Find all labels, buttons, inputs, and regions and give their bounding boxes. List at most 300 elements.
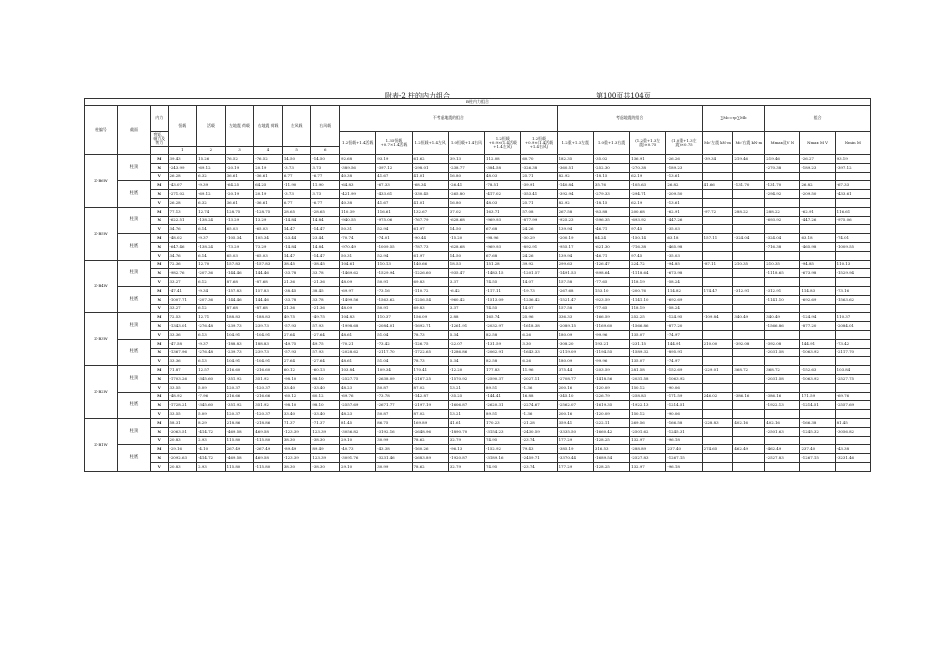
value-cell: -1009.55 (835, 242, 870, 251)
value-cell: 118.19 (630, 278, 666, 287)
section-label: 柱底 (117, 234, 150, 260)
value-cell: -276.48 (197, 348, 226, 357)
value-cell: 74.95 (485, 436, 521, 445)
value-cell: 139.94 (557, 225, 593, 234)
force-type: M (150, 155, 168, 164)
force-type: N (150, 401, 168, 410)
value-cell: -226.79 (593, 392, 629, 401)
value-cell: -238.77 (448, 163, 484, 172)
value-cell (702, 278, 733, 287)
value-cell (765, 383, 800, 392)
value-cell: -294.92 (765, 190, 800, 199)
value-cell: 237.40 (666, 445, 702, 454)
value-cell: 103.84 (835, 366, 870, 375)
force-type: N (150, 454, 168, 463)
value-cell: -386.16 (765, 392, 800, 401)
value-cell: -9.34 (197, 286, 226, 295)
value-cell: 128.75 (225, 207, 254, 216)
value-cell: -447.26 (800, 216, 835, 225)
table-row (85, 163, 871, 172)
value-cell (765, 436, 800, 445)
value-cell: -110.72 (412, 286, 448, 295)
value-cell: -19.73 (521, 286, 557, 295)
value-cell: -1563.62 (835, 295, 870, 304)
value-cell: -189.23 (800, 163, 835, 172)
value-cell: 16.80 (448, 172, 484, 181)
value-cell: 48.23 (339, 383, 375, 392)
table-row (85, 295, 871, 304)
value-cell: -692.69 (666, 295, 702, 304)
value-cell: -433.61 (835, 190, 870, 199)
value-cell: -48.02 (168, 234, 197, 243)
value-cell: 61.97 (412, 251, 448, 260)
value-cell: 48.61 (339, 357, 375, 366)
value-cell: -2032.97 (485, 322, 521, 331)
table-row (85, 260, 871, 269)
value-cell: 28.65 (282, 207, 311, 216)
value-cell: -2620.31 (485, 401, 521, 410)
value-cell: 153.10 (593, 286, 629, 295)
seismic-group-header: 考虑地震的组合 (557, 106, 702, 132)
value-cell: -87.11 (702, 260, 733, 269)
value-cell: -647.46 (168, 242, 197, 251)
value-cell (733, 462, 765, 471)
combo-result-header: Mmax及V N (765, 132, 800, 155)
value-cell: -39.34 (702, 155, 733, 164)
sum-group-header: ∑Mc=ηc∑Mb (702, 106, 765, 132)
value-cell: 35.76 (593, 181, 629, 190)
value-cell: -1566.86 (765, 322, 800, 331)
force-type: N (150, 190, 168, 199)
value-cell (733, 251, 765, 260)
value-cell: 252.25 (630, 313, 666, 322)
value-cell: 24.26 (521, 225, 557, 234)
value-cell: 316.53 (593, 445, 629, 454)
combo-col-header: 1.2恒载+0.9×(1.4活载+1.4右风) (521, 132, 557, 155)
value-cell: 6.32 (197, 172, 226, 181)
value-cell: -312.91 (765, 286, 800, 295)
value-cell (702, 427, 733, 436)
value-cell: 39.13 (448, 155, 484, 164)
table-title: B柱内力组合 (85, 99, 871, 106)
value-cell: -18.15 (593, 198, 629, 207)
table-row (85, 445, 871, 454)
value-cell: 132.97 (630, 436, 666, 445)
value-cell: 34.76 (168, 225, 197, 234)
value-cell: 110.13 (376, 260, 412, 269)
value-cell: 14.07 (521, 304, 557, 313)
value-cell (702, 357, 733, 366)
value-cell: -243.99 (168, 163, 197, 172)
value-cell: -30.29 (521, 234, 557, 243)
value-cell (765, 225, 800, 234)
value-cell: -69.12 (197, 163, 226, 172)
value-cell (765, 304, 800, 313)
value-cell: -65.03 (254, 225, 283, 234)
value-cell: 51.04 (376, 330, 412, 339)
value-cell: 50.91 (376, 304, 412, 313)
value-cell (733, 172, 765, 181)
table-row (85, 383, 871, 392)
value-cell: 61.62 (412, 155, 448, 164)
value-cell: -26.41 (448, 181, 484, 190)
value-cell: 48.09 (339, 278, 375, 287)
value-cell: 32.79 (448, 436, 484, 445)
value-cell: 81.45 (835, 418, 870, 427)
value-cell: 33.27 (168, 304, 197, 313)
value-cell: -33.40 (311, 410, 340, 419)
value-cell: -46.71 (593, 225, 629, 234)
value-cell: -308.20 (557, 339, 593, 348)
value-cell: -2167.25 (412, 374, 448, 383)
value-cell: -69.76 (835, 392, 870, 401)
value-cell: -1226.60 (412, 269, 448, 278)
value-cell: -716.38 (630, 242, 666, 251)
value-cell: 402.16 (733, 418, 765, 427)
value-cell: 11.96 (521, 366, 557, 375)
column-id: Z-B3W (85, 313, 118, 366)
table-row (85, 234, 871, 243)
force-type: V (150, 436, 168, 445)
value-cell: 26.82 (800, 181, 835, 190)
section-label: 柱底 (117, 339, 150, 365)
value-cell: -2062.91 (485, 348, 521, 357)
value-cell: -2671.77 (376, 401, 412, 410)
value-cell: 61.97 (412, 225, 448, 234)
value-cell: 78.73 (412, 330, 448, 339)
value-cell (702, 322, 733, 331)
value-cell: 469.58 (254, 454, 283, 463)
value-cell: -3091.76 (339, 454, 375, 463)
value-cell: -1.36 (521, 410, 557, 419)
value-cell: -2274.67 (521, 401, 557, 410)
value-cell: -65.03 (254, 251, 283, 260)
value-cell: -1728.21 (168, 401, 197, 410)
value-cell: -2031.58 (765, 374, 800, 383)
value-cell (733, 216, 765, 225)
value-cell: 123.39 (311, 427, 340, 436)
value-cell: -1703.26 (168, 374, 197, 383)
load-header: 恒载 (168, 106, 197, 147)
value-cell: -1245.31 (666, 427, 702, 436)
value-cell: -392.94 (557, 190, 593, 199)
value-cell: -787.73 (412, 242, 448, 251)
value-cell: 104.91 (225, 330, 254, 339)
value-cell: -27.64 (311, 330, 340, 339)
value-cell (733, 190, 765, 199)
value-cell: -1236.42 (521, 295, 557, 304)
value-cell: 132.97 (630, 462, 666, 471)
value-cell (702, 269, 733, 278)
value-cell (835, 330, 870, 339)
value-cell: -216.66 (254, 392, 283, 401)
value-cell: 49.75 (282, 313, 311, 322)
value-cell: 218.86 (225, 418, 254, 427)
value-cell: -15.20 (448, 234, 484, 243)
value-cell: 120.37 (225, 383, 254, 392)
value-cell: 25.96 (521, 313, 557, 322)
value-cell: 115.80 (225, 436, 254, 445)
value-cell: 116.61 (376, 207, 412, 216)
value-cell: 21.36 (282, 304, 311, 313)
value-cell: 48.23 (339, 410, 375, 419)
section-label: 柱顶 (117, 155, 150, 181)
value-cell: 67.68 (485, 251, 521, 260)
value-cell: 38.45 (282, 260, 311, 269)
value-cell: 11.90 (311, 181, 340, 190)
value-cell: -1267.15 (800, 454, 835, 463)
value-cell: -6.42 (448, 286, 484, 295)
value-cell (733, 357, 765, 366)
table-row (85, 216, 871, 225)
value-cell: -417.02 (485, 190, 521, 199)
force-type: V (150, 225, 168, 234)
value-cell: -171.59 (666, 392, 702, 401)
value-cell: 71.87 (168, 366, 197, 375)
force-type: N (150, 269, 168, 278)
value-cell: -115.80 (254, 462, 283, 471)
value-cell: 13.21 (448, 410, 484, 419)
value-cell: -239.73 (225, 322, 254, 331)
value-cell (702, 348, 733, 357)
value-cell: 48.61 (339, 330, 375, 339)
value-cell: -144.41 (485, 392, 521, 401)
force-type: M (150, 418, 168, 427)
value-cell: -1660.42 (593, 427, 629, 436)
value-cell: -18.15 (593, 172, 629, 181)
value-cell: 33.40 (282, 410, 311, 419)
value-cell: -1998.68 (339, 322, 375, 331)
value-cell: -267.68 (557, 286, 593, 295)
value-cell: 36.61 (225, 172, 254, 181)
load-number: 2 (197, 147, 226, 155)
value-cell: -3154.23 (485, 427, 521, 436)
value-cell: -1009.55 (376, 242, 412, 251)
value-cell: -152.69 (666, 366, 702, 375)
table-row (85, 207, 871, 216)
value-cell: -94.85 (800, 260, 835, 269)
value-cell (733, 330, 765, 339)
value-cell: -73.29 (225, 242, 254, 251)
value-cell: -2084.01 (835, 322, 870, 331)
column-id: Z-B2W (85, 366, 118, 419)
value-cell: 41.66 (702, 181, 733, 190)
seismic-col-header: 1.0重+1.3右震 (593, 132, 629, 155)
value-cell: -69.97 (339, 286, 375, 295)
value-cell: 41.01 (412, 172, 448, 181)
value-cell (733, 278, 765, 287)
value-cell: 163.71 (485, 207, 521, 216)
value-cell (835, 251, 870, 260)
value-cell (733, 436, 765, 445)
value-cell: 104.61 (339, 260, 375, 269)
value-cell: 3.30 (521, 339, 557, 348)
value-cell: -982.76 (168, 269, 197, 278)
value-cell: -104.91 (254, 330, 283, 339)
value-cell: 33.27 (168, 278, 197, 287)
value-cell (765, 198, 800, 207)
value-cell: 33.78 (311, 295, 340, 304)
section-label: 柱底 (117, 286, 150, 312)
value-cell (733, 198, 765, 207)
value-cell: -87.68 (254, 278, 283, 287)
table-row (85, 436, 871, 445)
value-cell: -239.73 (225, 348, 254, 357)
value-cell: -898.64 (593, 269, 629, 278)
value-cell: 23.44 (311, 234, 340, 243)
value-cell (733, 225, 765, 234)
value-cell (733, 242, 765, 251)
value-cell: 20.19 (254, 190, 283, 199)
value-cell: 157.11 (702, 234, 733, 243)
value-cell: 52.94 (376, 251, 412, 260)
force-type: N (150, 348, 168, 357)
table-row (85, 190, 871, 199)
value-cell: -877.20 (800, 322, 835, 331)
value-cell (800, 278, 835, 287)
value-cell: -23.74 (521, 436, 557, 445)
column-id: Z-B5W (85, 207, 118, 260)
value-cell: -9.37 (197, 339, 226, 348)
value-cell (765, 462, 800, 471)
value-cell: -1563.62 (376, 295, 412, 304)
value-cell: 132.67 (412, 207, 448, 216)
value-cell: 40.38 (339, 172, 375, 181)
value-cell: -150.14 (630, 234, 666, 243)
value-cell: 6.26 (521, 330, 557, 339)
value-cell: -131.70 (733, 181, 765, 190)
value-cell: 63.18 (666, 234, 702, 243)
value-cell: -98.10 (282, 374, 311, 383)
value-cell: -33.78 (282, 295, 311, 304)
value-cell: 351.92 (254, 401, 283, 410)
value-cell (733, 322, 765, 331)
value-cell: -120.09 (593, 383, 629, 392)
value-cell: -142.87 (412, 392, 448, 401)
value-cell: 237.40 (800, 445, 835, 454)
value-cell: 51.04 (376, 357, 412, 366)
force-type: V (150, 198, 168, 207)
table-row (85, 427, 871, 436)
value-cell: -2557.69 (339, 401, 375, 410)
value-cell: -1692.71 (412, 322, 448, 331)
value-cell: -1063.92 (666, 374, 702, 383)
force-type: V (150, 410, 168, 419)
value-cell: -270.38 (630, 163, 666, 172)
value-cell: -3056.82 (339, 427, 375, 436)
value-cell: 73.29 (254, 242, 283, 251)
value-cell: 2.88 (448, 313, 484, 322)
value-cell (835, 462, 870, 471)
value-cell: -105.63 (630, 181, 666, 190)
value-cell: 359.41 (557, 418, 593, 427)
value-cell: 57.93 (311, 322, 340, 331)
value-cell: -3.73 (282, 190, 311, 199)
value-cell: -120.37 (254, 383, 283, 392)
value-cell: -166.38 (800, 418, 835, 427)
value-cell: -392.08 (733, 339, 765, 348)
value-cell (800, 357, 835, 366)
value-cell: 105.34 (254, 234, 283, 243)
value-cell (835, 172, 870, 181)
value-cell: 39.43 (168, 155, 197, 164)
value-cell: -2430.59 (521, 427, 557, 436)
value-cell: 36.61 (225, 198, 254, 207)
value-cell: -73.42 (376, 339, 412, 348)
value-cell: -47.58 (168, 339, 197, 348)
table-row (85, 225, 871, 234)
value-cell: 135.07 (630, 357, 666, 366)
value-cell: 368.72 (733, 366, 765, 375)
value-cell: -2562.07 (557, 401, 593, 410)
value-cell: 12.74 (197, 207, 226, 216)
value-cell: 27.64 (282, 357, 311, 366)
value-cell: -386.16 (733, 392, 765, 401)
value-cell: -77.65 (593, 278, 629, 287)
value-cell: 5.34 (448, 330, 484, 339)
force-header: 内力 (150, 106, 168, 132)
value-cell: -74.97 (666, 330, 702, 339)
value-cell: 33.55 (168, 383, 197, 392)
value-cell: -209.50 (666, 190, 702, 199)
value-cell (800, 383, 835, 392)
force-type: N (150, 322, 168, 331)
value-cell: 29.10 (339, 436, 375, 445)
value-cell: -2683.89 (412, 454, 448, 463)
value-cell: -6.77 (311, 172, 340, 181)
value-cell: 170.41 (412, 366, 448, 375)
value-cell: 33.40 (282, 383, 311, 392)
value-cell: 38.45 (311, 286, 340, 295)
value-cell (702, 410, 733, 419)
value-cell: 135.07 (630, 330, 666, 339)
value-cell: 62.19 (630, 172, 666, 181)
section-label: 柱底 (117, 181, 150, 207)
value-cell: -73.16 (835, 286, 870, 295)
value-cell: -692.69 (800, 295, 835, 304)
value-cell: -673.98 (800, 269, 835, 278)
value-cell: 34.76 (168, 251, 197, 260)
value-cell: -60.13 (311, 366, 340, 375)
value-cell: -969.93 (485, 216, 521, 225)
load-header: 右风载 (311, 106, 340, 147)
value-cell: -940.55 (339, 216, 375, 225)
value-cell: 6.13 (197, 357, 226, 366)
table-row (85, 357, 871, 366)
value-cell: -74.01 (835, 234, 870, 243)
combo-col-header: 1.0恒载+1.4右风 (448, 132, 484, 155)
value-cell: 69.83 (412, 278, 448, 287)
value-cell: -26.26 (666, 155, 702, 164)
value-cell: -160.26 (412, 445, 448, 454)
value-cell (733, 427, 765, 436)
table-row (85, 366, 871, 375)
value-cell: 87.02 (412, 383, 448, 392)
value-cell (835, 383, 870, 392)
value-cell: -67.33 (835, 181, 870, 190)
value-cell: 32.79 (448, 462, 484, 471)
value-cell: -23.44 (282, 234, 311, 243)
value-cell: -104.91 (254, 357, 283, 366)
nonseismic-group-header: 不考虑地震的组合 (339, 106, 557, 132)
value-cell: -2028.62 (339, 348, 375, 357)
value-cell: 219.46 (733, 155, 765, 164)
value-cell: -469.58 (225, 454, 254, 463)
value-cell: 87.02 (412, 410, 448, 419)
value-cell: 110.13 (835, 260, 870, 269)
value-cell (702, 462, 733, 471)
value-cell: 14.07 (521, 278, 557, 287)
